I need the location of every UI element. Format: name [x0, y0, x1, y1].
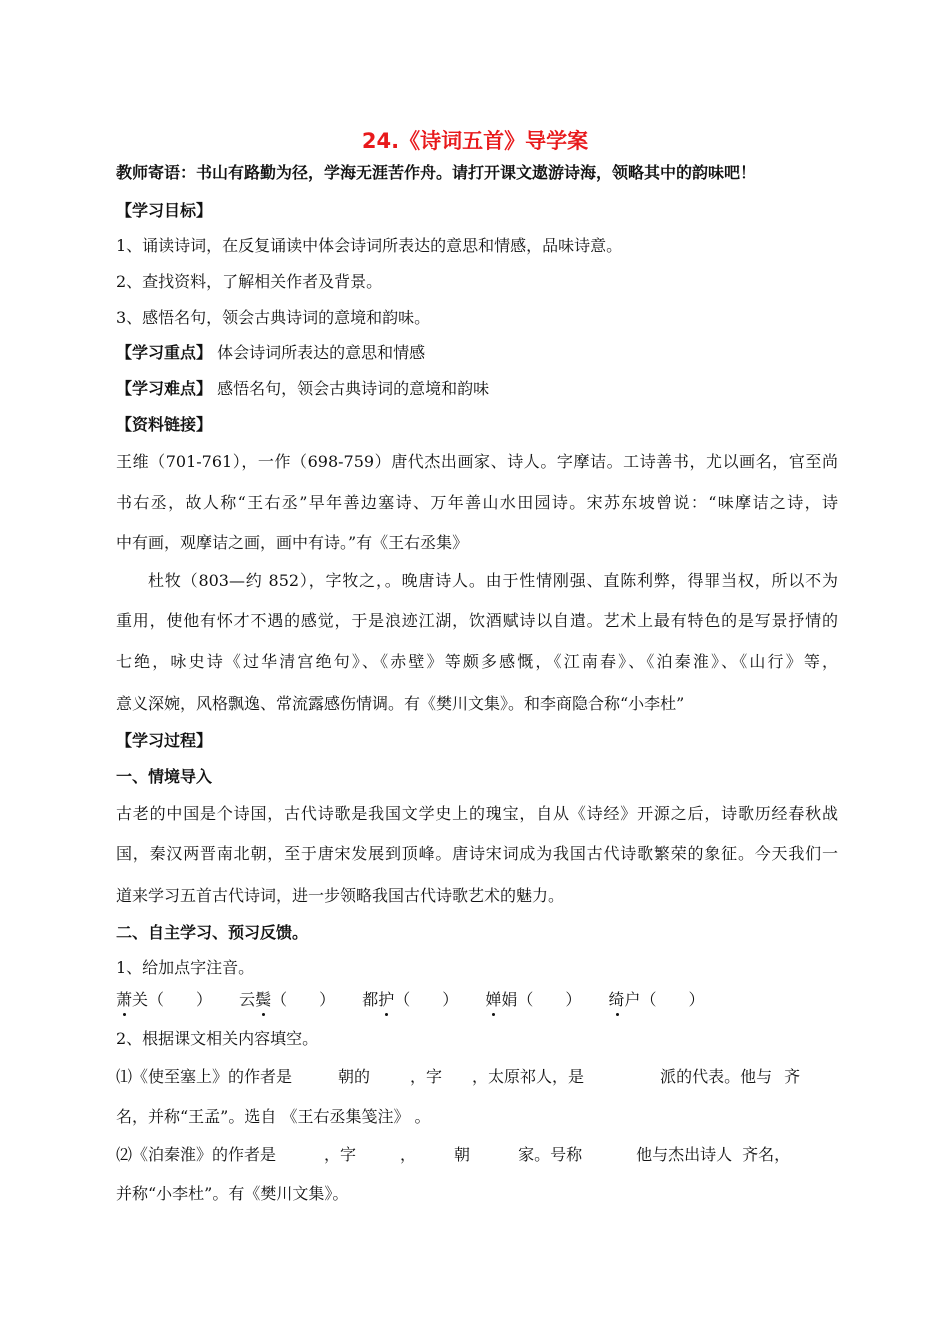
section2-heading: 二、自主学习、预习反馈。 — [116, 923, 309, 942]
difficulty-label: 【学习难点】 — [116, 379, 213, 398]
wangwei-line: 王维（701-761），一作（698-759）唐代杰出画家、诗人。字摩诘。工诗善书，尤以画名，官至尚 — [116, 452, 838, 471]
fill-text: ，字 — [324, 1145, 357, 1164]
fill-text: ， — [400, 1145, 417, 1164]
difficulty-text: 感悟名句，领会古典诗词的意境和韵味 — [217, 379, 490, 398]
wangwei-line: 书右丞，故人称“王右丞”早年善边塞诗、万年善山水田园诗。宋苏东坡曾说：“味摩诘之诗，诗 — [116, 493, 838, 512]
dumu-line: 重用，使他有怀才不遇的感觉，于是浪迹江湖，饮酒赋诗以自遣。艺术上最有特色的是写景抒情的 — [116, 611, 838, 630]
pinyin-row — [116, 990, 727, 1010]
question-1: 1、给加点字注音。 — [116, 958, 255, 977]
pinyin-blank: （ ） — [394, 990, 459, 1009]
page-title: 24.《诗词五首》导学案 — [361, 129, 589, 153]
section1-line: 道来学习五首古代诗词，进一步领略我国古代诗歌艺术的魅力。 — [116, 886, 565, 905]
pinyin-item — [362, 990, 458, 1009]
key-point — [116, 343, 425, 363]
fill-text: 他与杰出诗人 — [636, 1145, 733, 1164]
fill-text: 朝 — [454, 1145, 471, 1164]
goal-item: 1、诵读诗词，在反复诵读中体会诗词所表达的意思和情感，品味诗意。 — [116, 236, 623, 255]
fill-text: ，字 — [410, 1067, 443, 1086]
fill-text: 朝的 — [338, 1067, 371, 1086]
resources-heading: 【资料链接】 — [116, 415, 213, 434]
dotted-char: 护 — [378, 990, 395, 1009]
pinyin-item — [485, 990, 581, 1009]
key-point-label: 【学习重点】 — [116, 343, 213, 362]
process-heading: 【学习过程】 — [116, 731, 213, 750]
fill-text: ，太原祁人，是 — [472, 1067, 585, 1086]
wangwei-line: 中有画，观摩诘之画，画中有诗。”有《王右丞集》 — [116, 533, 469, 552]
section1-line: 古老的中国是个诗国，古代诗歌是我国文学史上的瑰宝，自从《诗经》开源之后，诗歌历经春秋战 — [116, 804, 838, 823]
pinyin-char: 都 — [362, 990, 379, 1009]
section1-line: 国，秦汉两晋南北朝，至于唐宋发展到顶峰。唐诗宋词成为我国古代诗歌繁荣的象征。今天我们一 — [116, 844, 838, 863]
fill-text: 齐名， — [742, 1145, 791, 1164]
pinyin-blank: 关（ ） — [132, 990, 213, 1009]
key-point-text: 体会诗词所表达的意思和情感 — [217, 343, 426, 362]
fill-blank-2 — [116, 1145, 790, 1165]
pinyin-item — [239, 990, 335, 1009]
difficulty — [116, 379, 489, 399]
dumu-line: 意义深婉，风格飘逸、常流露感伤情调。有《樊川文集》。和李商隐合称“小李杜” — [116, 694, 685, 713]
dotted-char: 婵 — [485, 990, 502, 1009]
teacher-message: 教师寄语：书山有路勤为径，学海无涯苦作舟。请打开课文遨游诗海，领略其中的韵味吧！ — [116, 163, 757, 182]
pinyin-char: 云 — [239, 990, 256, 1009]
goal-item: 3、感悟名句，领会古典诗词的意境和韵味。 — [116, 308, 431, 327]
pinyin-item — [116, 990, 212, 1009]
goal-item: 2、查找资料，了解相关作者及背景。 — [116, 272, 383, 291]
dotted-char: 萧 — [116, 990, 133, 1009]
fill-text: ⑴《使至塞上》的作者是 — [116, 1067, 293, 1086]
pinyin-blank: 户（ ） — [624, 990, 705, 1009]
pinyin-blank: 娟（ ） — [501, 990, 582, 1009]
fill-blank-1 — [116, 1067, 800, 1087]
fill-blank-1-cont: 名，并称“王孟”。选自 《王右丞集笺注》 。 — [116, 1107, 431, 1126]
dumu-line: 七绝，咏史诗《过华清宫绝句》、《赤壁》等颇多感慨，《江南春》、《泊秦淮》、《山行》等， — [116, 652, 838, 671]
question-2: 2、根据课文相关内容填空。 — [116, 1029, 319, 1048]
dumu-line: 杜牧（803—约 852），字牧之，。晚唐诗人。由于性情刚强、直陈利弊，得罪当权，所以不为 — [148, 571, 838, 590]
section1-heading: 一、情境导入 — [116, 767, 213, 786]
fill-text: 家。号称 — [518, 1145, 583, 1164]
pinyin-item — [609, 990, 705, 1009]
fill-text: ⑵《泊秦淮》的作者是 — [116, 1145, 277, 1164]
fill-text: 齐 — [784, 1067, 801, 1086]
fill-text: 派的代表。他与 — [660, 1067, 773, 1086]
pinyin-blank: （ ） — [271, 990, 336, 1009]
fill-blank-2-cont: 并称“小李杜”。有《樊川文集》。 — [116, 1184, 349, 1203]
dotted-char: 绮 — [608, 990, 625, 1009]
dotted-char: 鬓 — [255, 990, 272, 1009]
goals-heading: 【学习目标】 — [116, 201, 213, 220]
